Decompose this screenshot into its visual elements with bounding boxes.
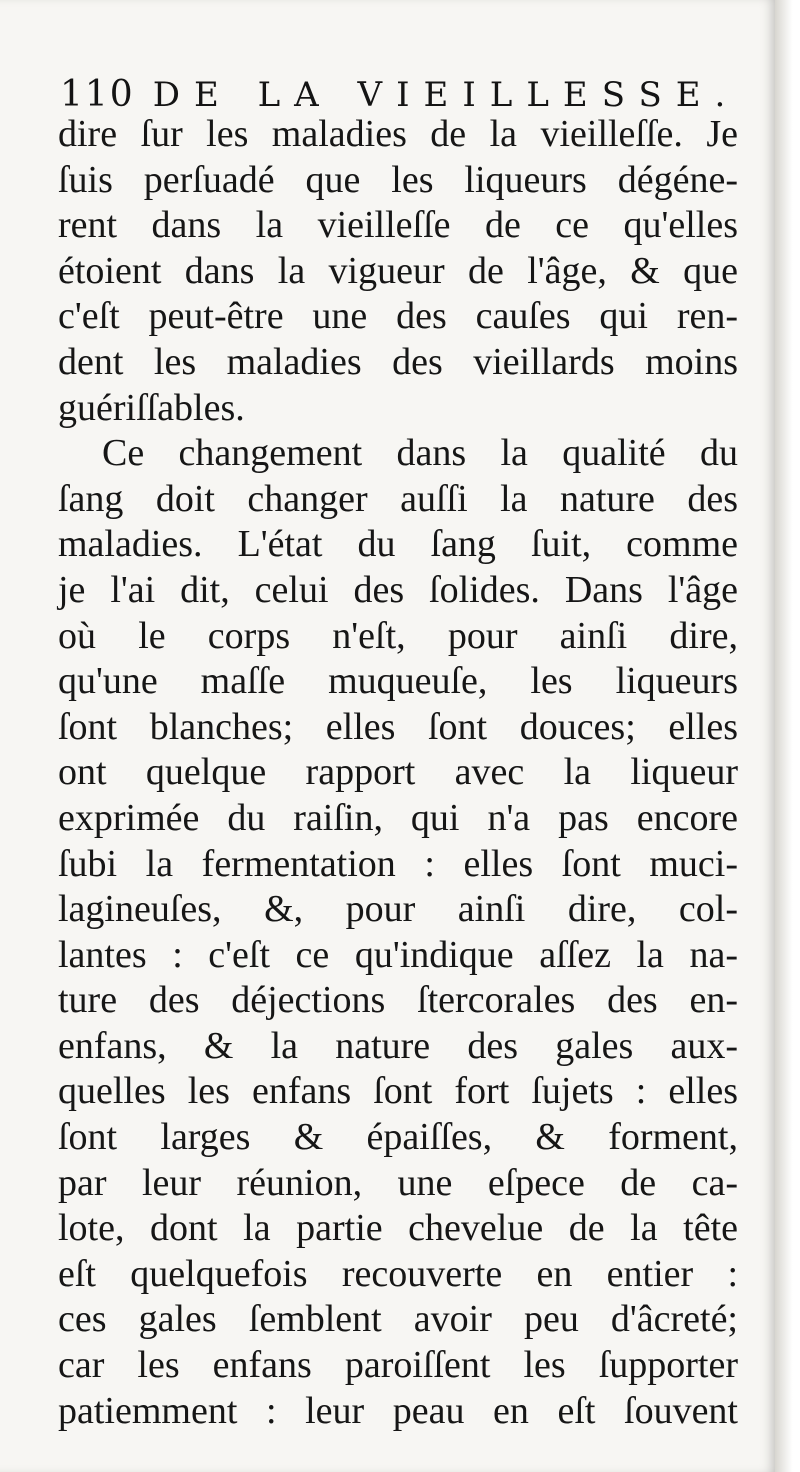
text-line: quelles les enfans ſont fort ſujets : elles <box>58 1070 738 1113</box>
text-line: lantes : c'eſt ce qu'indique aſſez la na- <box>58 933 738 976</box>
text-line: dire ſur les maladies de la vieilleſſe. Je <box>58 113 738 155</box>
text-line: étoient dans la vigueur de l'âge, & que <box>58 249 738 292</box>
text-line: ture des déjections ſtercorales des en- <box>58 979 738 1022</box>
text-line: ont quelque rapport avec la liqueur <box>58 751 738 794</box>
text-line: patiemment : leur peau en eſt ſouvent <box>58 1389 738 1432</box>
text-line: qu'une maſſe muqueuſe, les liqueurs <box>58 660 738 703</box>
text-line: lagineuſes, &, pour ainſi dire, col- <box>58 888 738 931</box>
text-line: rent dans la vieilleſſe de ce qu'elles <box>58 204 738 247</box>
text-line: par leur réunion, une eſpece de ca- <box>58 1161 738 1204</box>
text-line: maladies. L'état du ſang ſuit, comme <box>58 523 738 566</box>
text-line: lote, dont la partie chevelue de la tête <box>58 1207 738 1250</box>
text-line: ces gales ſemblent avoir peu d'âcreté; <box>58 1298 738 1341</box>
text-line: ſubi la fermentation : elles ſont muci- <box>58 842 738 885</box>
text-line: eſt quelquefois recouverte en entier : <box>58 1252 738 1295</box>
text-line: dent les maladies des vieillards moins <box>58 340 738 383</box>
body-text <box>58 112 738 1434</box>
text-line: ſont larges & épaiſſes, & forment, <box>58 1116 738 1159</box>
text-line: car les enfans paroiſſent les ſupporter <box>58 1344 738 1387</box>
text-line: guériſſables. <box>58 386 245 429</box>
running-title: DE LA VIEILLESSE. <box>152 75 740 115</box>
page-number: 110 <box>60 74 135 115</box>
text-line: ſont blanches; elles ſont douces; elles <box>58 705 738 748</box>
text-line: ſuis perſuadé que les liqueurs dégéne- <box>58 158 738 201</box>
text-line: ſang doit changer auſſi la nature des <box>58 477 738 520</box>
text-line: enfans, & la nature des gales aux- <box>58 1024 738 1067</box>
text-line: je l'ai dit, celui des ſolides. Dans l'âge <box>58 568 738 611</box>
text-line: c'eſt peut-être une des cauſes qui ren- <box>58 295 738 338</box>
text-line: où le corps n'eſt, pour ainſi dire, <box>58 614 738 657</box>
page-edge <box>775 0 800 1472</box>
text-line: exprimée du raiſin, qui n'a pas encore <box>58 796 738 839</box>
text-line: Ce changement dans la qualité du <box>102 432 738 475</box>
